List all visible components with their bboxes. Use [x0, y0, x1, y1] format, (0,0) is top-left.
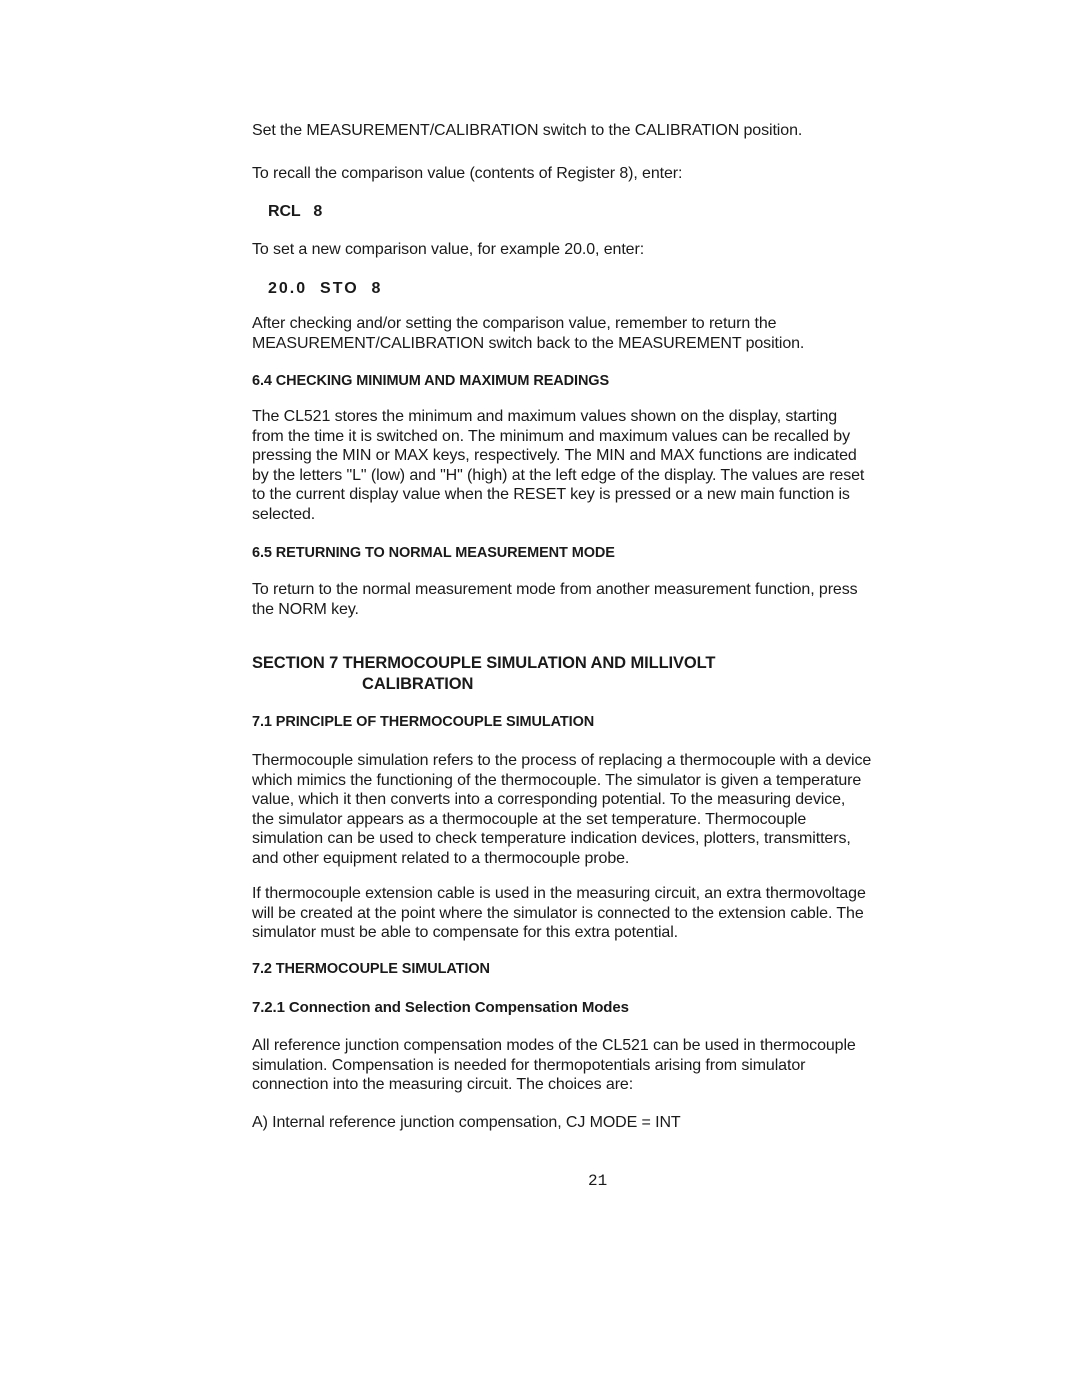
line: pressing the MIN or MAX keys, respectively. The MIN and MAX functions are indicated	[252, 447, 857, 464]
paragraph-set-value: To set a new comparison value, for example 20.0, enter:	[252, 241, 645, 258]
line: selected.	[252, 505, 316, 523]
line: All reference junction compensation modes of the CL521 can be used in thermocouple	[252, 1037, 856, 1054]
choice-a: A) Internal reference junction compensation, CJ MODE = INT	[252, 1114, 681, 1131]
line: will be created at the point where the simulator is connected to the extension cable. The	[252, 904, 864, 922]
line: After checking and/or setting the comparison value, remember to return the	[252, 315, 777, 332]
line: which mimics the functioning of the thermocouple. The simulator is given a temperature	[252, 771, 862, 789]
paragraph-compensation	[252, 1036, 856, 1095]
line: the NORM key.	[252, 600, 359, 618]
paragraph-after-checking	[252, 314, 804, 353]
command-sto: 20.0 STO 8	[268, 280, 383, 297]
paragraph-norm	[252, 580, 858, 619]
line: the simulator appears as a thermocouple at the set temperature. Thermocouple	[252, 810, 807, 828]
line: Thermocouple simulation refers to the process of replacing a thermocouple with a device	[252, 752, 872, 769]
line: If thermocouple extension cable is used in the measuring circuit, an extra thermovoltage	[252, 885, 866, 902]
line: to the current display value when the RESET key is pressed or a new main function is	[252, 486, 850, 503]
line: and other equipment related to a thermocouple probe.	[252, 849, 630, 867]
paragraph-set-switch: Set the MEASUREMENT/CALIBRATION switch to the CALIBRATION position.	[252, 122, 803, 139]
paragraph-principle	[252, 751, 871, 868]
paragraph-extension-cable	[252, 884, 866, 943]
line: SECTION 7 THERMOCOUPLE SIMULATION AND MILLIVOLT	[252, 654, 716, 672]
heading-7-1: 7.1 PRINCIPLE OF THERMOCOUPLE SIMULATION	[252, 714, 595, 730]
command-rcl: RCL 8	[268, 203, 323, 220]
line: CALIBRATION	[362, 675, 474, 693]
line: value, which it then converts into a corresponding potential. To the measuring device,	[252, 791, 846, 808]
line: To return to the normal measurement mode from another measurement function, press	[252, 581, 858, 598]
heading-6-5: 6.5 RETURNING TO NORMAL MEASUREMENT MODE	[252, 545, 615, 561]
line: simulation. Compensation is needed for thermopotentials arising from simulator	[252, 1056, 806, 1074]
heading-6-4: 6.4 CHECKING MINIMUM AND MAXIMUM READINGS	[252, 373, 610, 389]
line: simulator must be able to compensate for this extra potential.	[252, 924, 679, 941]
line: The CL521 stores the minimum and maximum values shown on the display, starting	[252, 408, 838, 425]
paragraph-min-max	[252, 407, 864, 524]
heading-7-2-1: 7.2.1 Connection and Selection Compensation Modes	[252, 999, 629, 1016]
line: by the letters "L" (low) and "H" (high) at the left edge of the display. The values are reset	[252, 466, 865, 484]
paragraph-recall: To recall the comparison value (contents of Register 8), enter:	[252, 165, 683, 182]
line: connection into the measuring circuit. The choices are:	[252, 1076, 634, 1093]
line: MEASUREMENT/CALIBRATION switch back to the MEASUREMENT position.	[252, 334, 805, 352]
line: simulation can be used to check temperature indication devices, plotters, transmitters,	[252, 830, 851, 847]
page-number: 21	[588, 1172, 608, 1190]
heading-7-2: 7.2 THERMOCOUPLE SIMULATION	[252, 961, 490, 977]
section-7-title	[252, 653, 715, 695]
line: from the time it is switched on. The minimum and maximum values can be recalled by	[252, 427, 850, 445]
